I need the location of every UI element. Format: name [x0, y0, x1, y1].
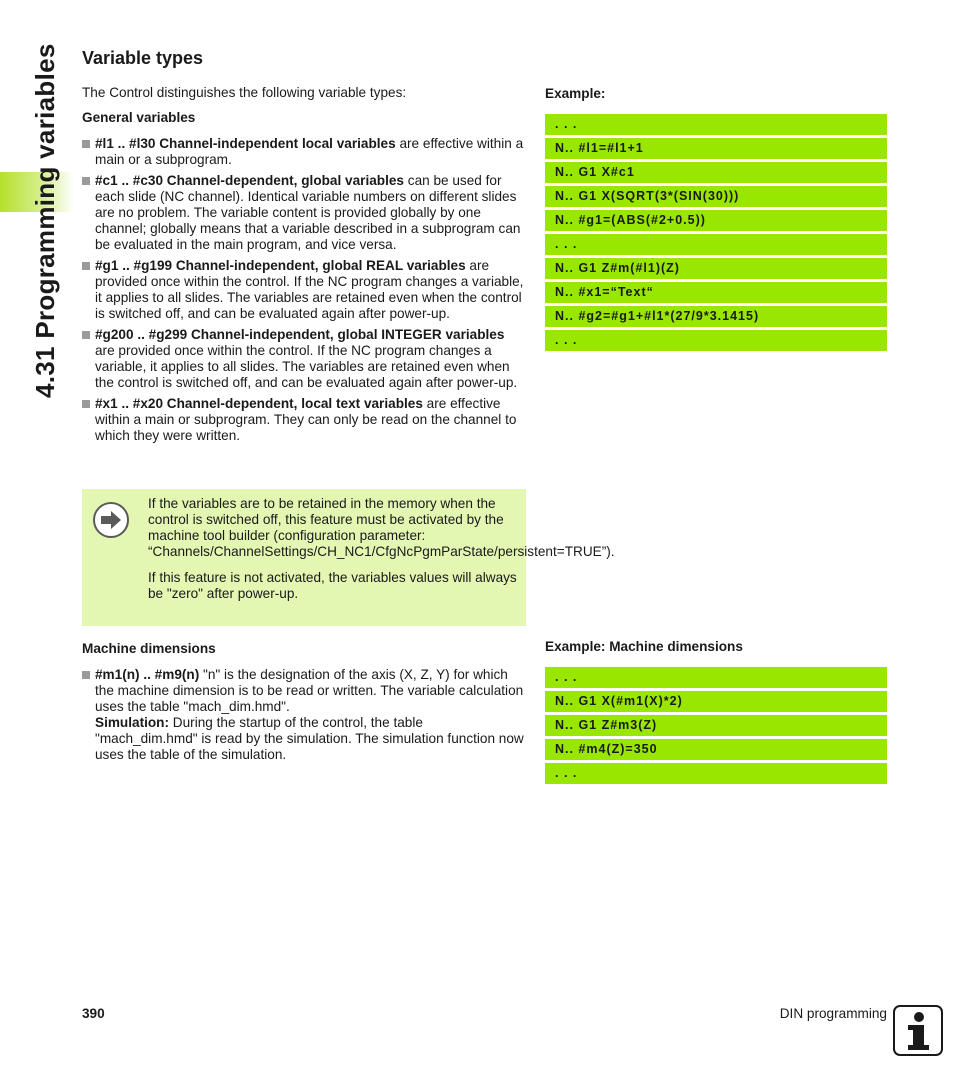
note-paragraph: If this feature is not activated, the variables values will always be "zero" after power-up. — [148, 570, 517, 601]
code-line: N.. G1 Z#m3(Z) — [545, 715, 887, 736]
footer-section: DIN programming — [779, 1006, 887, 1021]
item-text: are provided once within the control. If the NC program changes a variable, it applies to all slides. The variables are retained even when the control is switched off, and can be evaluated again after power-up. — [95, 258, 524, 321]
code-line: N.. G1 X(#m1(X)*2) — [545, 691, 887, 712]
bullet-icon — [82, 140, 90, 148]
item-text: are provided once within the control. If the NC program changes a variable, it applies to all slides. The variables are retained even when the control is switched off, and can be evaluated again after power-up. — [95, 343, 518, 390]
item-term: #c1 .. #c30 Channel-dependent, global variables — [95, 173, 404, 188]
item-term: #x1 .. #x20 Channel-dependent, local text variables — [95, 396, 423, 411]
item-term: #g1 .. #g199 Channel-independent, global REAL variables — [95, 258, 466, 273]
machine-dimensions-section — [82, 641, 526, 768]
bullet-icon — [82, 671, 90, 679]
list-item — [82, 173, 526, 253]
code-line: N.. #x1=“Text“ — [545, 282, 887, 303]
page-heading: Variable types — [82, 48, 204, 68]
code-line: N.. #g2=#g1+#l1*(27/9*3.1415) — [545, 306, 887, 327]
bullet-icon — [82, 331, 90, 339]
note-text — [148, 496, 615, 602]
code-line: . . . — [545, 763, 887, 784]
chapter-title: 4.31 Programming variables — [30, 43, 60, 398]
example-label: Example: — [545, 86, 606, 101]
bullet-icon — [82, 262, 90, 270]
list-item — [82, 136, 526, 168]
simulation-label: Simulation: — [95, 715, 170, 730]
item-term: #m1(n) .. #m9(n) — [95, 667, 200, 682]
page-number: 390 — [82, 1006, 105, 1021]
bullet-icon — [82, 177, 90, 185]
item-text: are effective within a main or subprogram. They can only be read on the channel to which they were written. — [95, 396, 517, 443]
arrow-right-icon — [93, 502, 129, 538]
info-icon — [893, 1005, 943, 1056]
code-line: N.. #l1=#l1+1 — [545, 138, 887, 159]
main-column — [82, 48, 526, 449]
general-variables-heading: General variables — [82, 110, 196, 125]
intro-text: The Control distinguishes the following variable types: — [82, 85, 407, 100]
list-item — [82, 327, 526, 391]
item-text: are effective within a main or a subprogram. — [95, 136, 524, 167]
item-text: "n" is the designation of the axis (X, Z, Y) for which the machine dimension is to be read or written. The variable calculation uses the table "mach_dim.hmd". — [95, 667, 524, 714]
code-line: N.. #g1=(ABS(#2+0.5)) — [545, 210, 887, 231]
note-paragraph: If the variables are to be retained in the memory when the control is switched off, this feature must be activated by the machine tool builder (configuration parameter: “Channels/ChannelSettings/CH_NC1/CfgNcPgmParState/persistent=TRUE”). — [148, 496, 615, 559]
simulation-text: During the startup of the control, the table "mach_dim.hmd" is read by the simulation. The simulation function now uses the table of the simulation. — [95, 715, 524, 762]
code-line: N.. #m4(Z)=350 — [545, 739, 887, 760]
note-box — [82, 489, 615, 626]
code-line: . . . — [545, 114, 887, 135]
example-machine-dimensions-block — [545, 639, 887, 787]
list-item — [82, 667, 526, 763]
item-text: can be used for each slide (NC channel). Identical variable numbers on different slides are no problem. The variable content is provided globally by one channel; globally means that a variable described in a subprogram can be evaluated in the main program, and vice versa. — [95, 173, 521, 252]
list-item — [82, 258, 526, 322]
list-item — [82, 396, 526, 444]
item-term: #g200 .. #g299 Channel-independent, global INTEGER variables — [95, 327, 505, 342]
code-line: N.. G1 X#c1 — [545, 162, 887, 183]
code-line: . . . — [545, 234, 887, 255]
code-line: . . . — [545, 330, 887, 351]
example-label: Example: Machine dimensions — [545, 639, 743, 654]
bullet-icon — [82, 400, 90, 408]
machine-dimensions-heading: Machine dimensions — [82, 641, 216, 656]
example-block — [545, 86, 887, 354]
code-line: . . . — [545, 667, 887, 688]
code-line: N.. G1 Z#m(#l1)(Z) — [545, 258, 887, 279]
code-line: N.. G1 X(SQRT(3*(SIN(30))) — [545, 186, 887, 207]
item-term: #l1 .. #l30 Channel-independent local variables — [95, 136, 396, 151]
